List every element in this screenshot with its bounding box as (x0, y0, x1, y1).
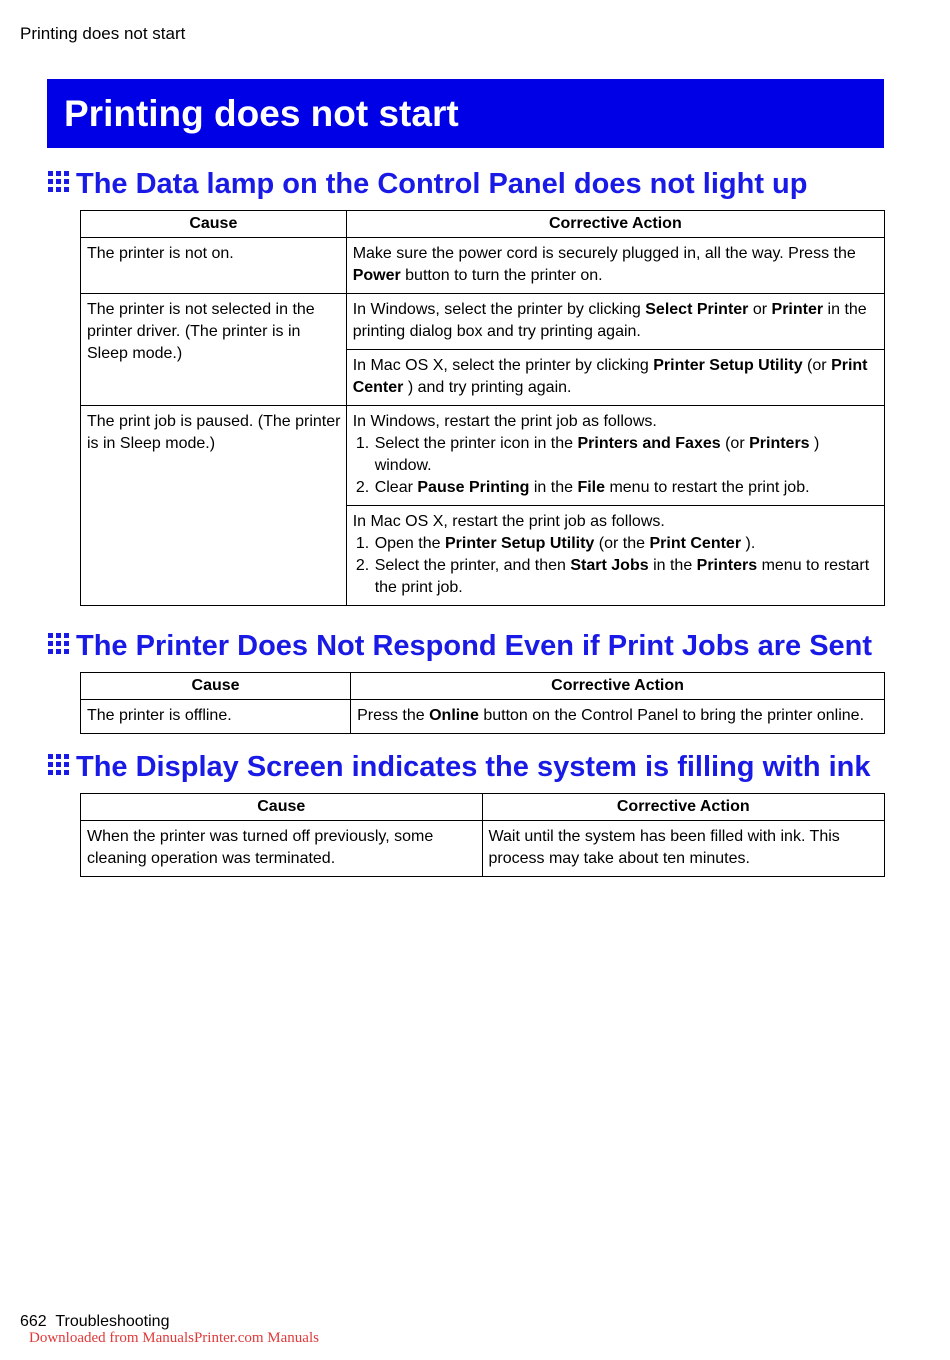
column-header-cause: Cause (81, 794, 483, 821)
column-header-action: Corrective Action (482, 794, 885, 821)
section-heading-text: The Data lamp on the Control Panel does not light up (76, 168, 808, 200)
action-cell: Press the Online button on the Control Panel to bring the printer online. (351, 700, 885, 734)
section-heading-filling-ink (47, 751, 871, 784)
chapter-name: Troubleshooting (55, 1313, 170, 1330)
download-watermark[interactable]: Downloaded from ManualsPrinter.com Manuals (29, 1330, 319, 1346)
cause-cell: The printer is not on. (81, 238, 347, 294)
table-row (81, 821, 885, 877)
action-cell-windows: In Windows, restart the print job as follows. 1. Select the printer icon in the Printers and Faxes (or Printers ) window. 2. Clear Pause Printing in the File menu to restart the print job. (346, 406, 884, 506)
section-heading-no-response (47, 630, 872, 663)
action-cell-windows: In Windows, select the printer by clicking Select Printer or Printer in the printing dialog box and try printing again. (346, 294, 884, 350)
table-row (81, 238, 885, 294)
list-item: 1. Open the Printer Setup Utility (or the Print Center ). (374, 533, 879, 555)
page-title-bar (47, 79, 884, 148)
cause-cell: The printer is offline. (81, 700, 351, 734)
section-heading-text: The Printer Does Not Respond Even if Print Jobs are Sent (76, 630, 873, 662)
section-heading-text: The Display Screen indicates the system is filling with ink (76, 751, 871, 783)
table-no-response (80, 672, 885, 734)
page-footer (20, 1313, 169, 1331)
table-row (81, 700, 885, 734)
list-item: 1. Select the printer icon in the Printers and Faxes (or Printers ) window. (374, 433, 879, 477)
list-item: 2. Clear Pause Printing in the File menu to restart the print job. (374, 477, 879, 499)
grid-icon (47, 630, 70, 663)
column-header-cause: Cause (81, 673, 351, 700)
action-cell: Wait until the system has been filled with ink. This process may take about ten minutes. (482, 821, 885, 877)
grid-icon (47, 751, 70, 784)
table-data-lamp (80, 210, 885, 606)
list-item: 2. Select the printer, and then Start Jobs in the Printers menu to restart the print job. (374, 555, 879, 599)
action-cell: Make sure the power cord is securely plugged in, all the way. Press the Power button to turn the printer on. (346, 238, 884, 294)
cause-cell: When the printer was turned off previously, some cleaning operation was terminated. (81, 821, 483, 877)
page-title: Printing does not start (64, 92, 459, 134)
running-header: Printing does not start (20, 24, 186, 43)
action-cell-mac: In Mac OS X, restart the print job as follows. 1. Open the Printer Setup Utility (or the Print Center ). 2. Select the printer, and then Start Jobs in the Printers menu to restart the print job. (346, 506, 884, 606)
page-number: 662 (20, 1313, 47, 1330)
cause-cell: The print job is paused. (The printer is in Sleep mode.) (81, 406, 347, 606)
table-filling-ink (80, 793, 885, 877)
steps-list (353, 433, 879, 499)
action-cell-mac: In Mac OS X, select the printer by clicking Printer Setup Utility (or Print Center ) and try printing again. (346, 350, 884, 406)
column-header-action: Corrective Action (346, 211, 884, 238)
section-heading-data-lamp (47, 168, 807, 201)
grid-icon (47, 168, 70, 201)
column-header-action: Corrective Action (351, 673, 885, 700)
cause-cell: The printer is not selected in the printer driver. (The printer is in Sleep mode.) (81, 294, 347, 406)
table-row (81, 294, 885, 350)
steps-list (353, 533, 879, 599)
column-header-cause: Cause (81, 211, 347, 238)
table-row (81, 406, 885, 506)
